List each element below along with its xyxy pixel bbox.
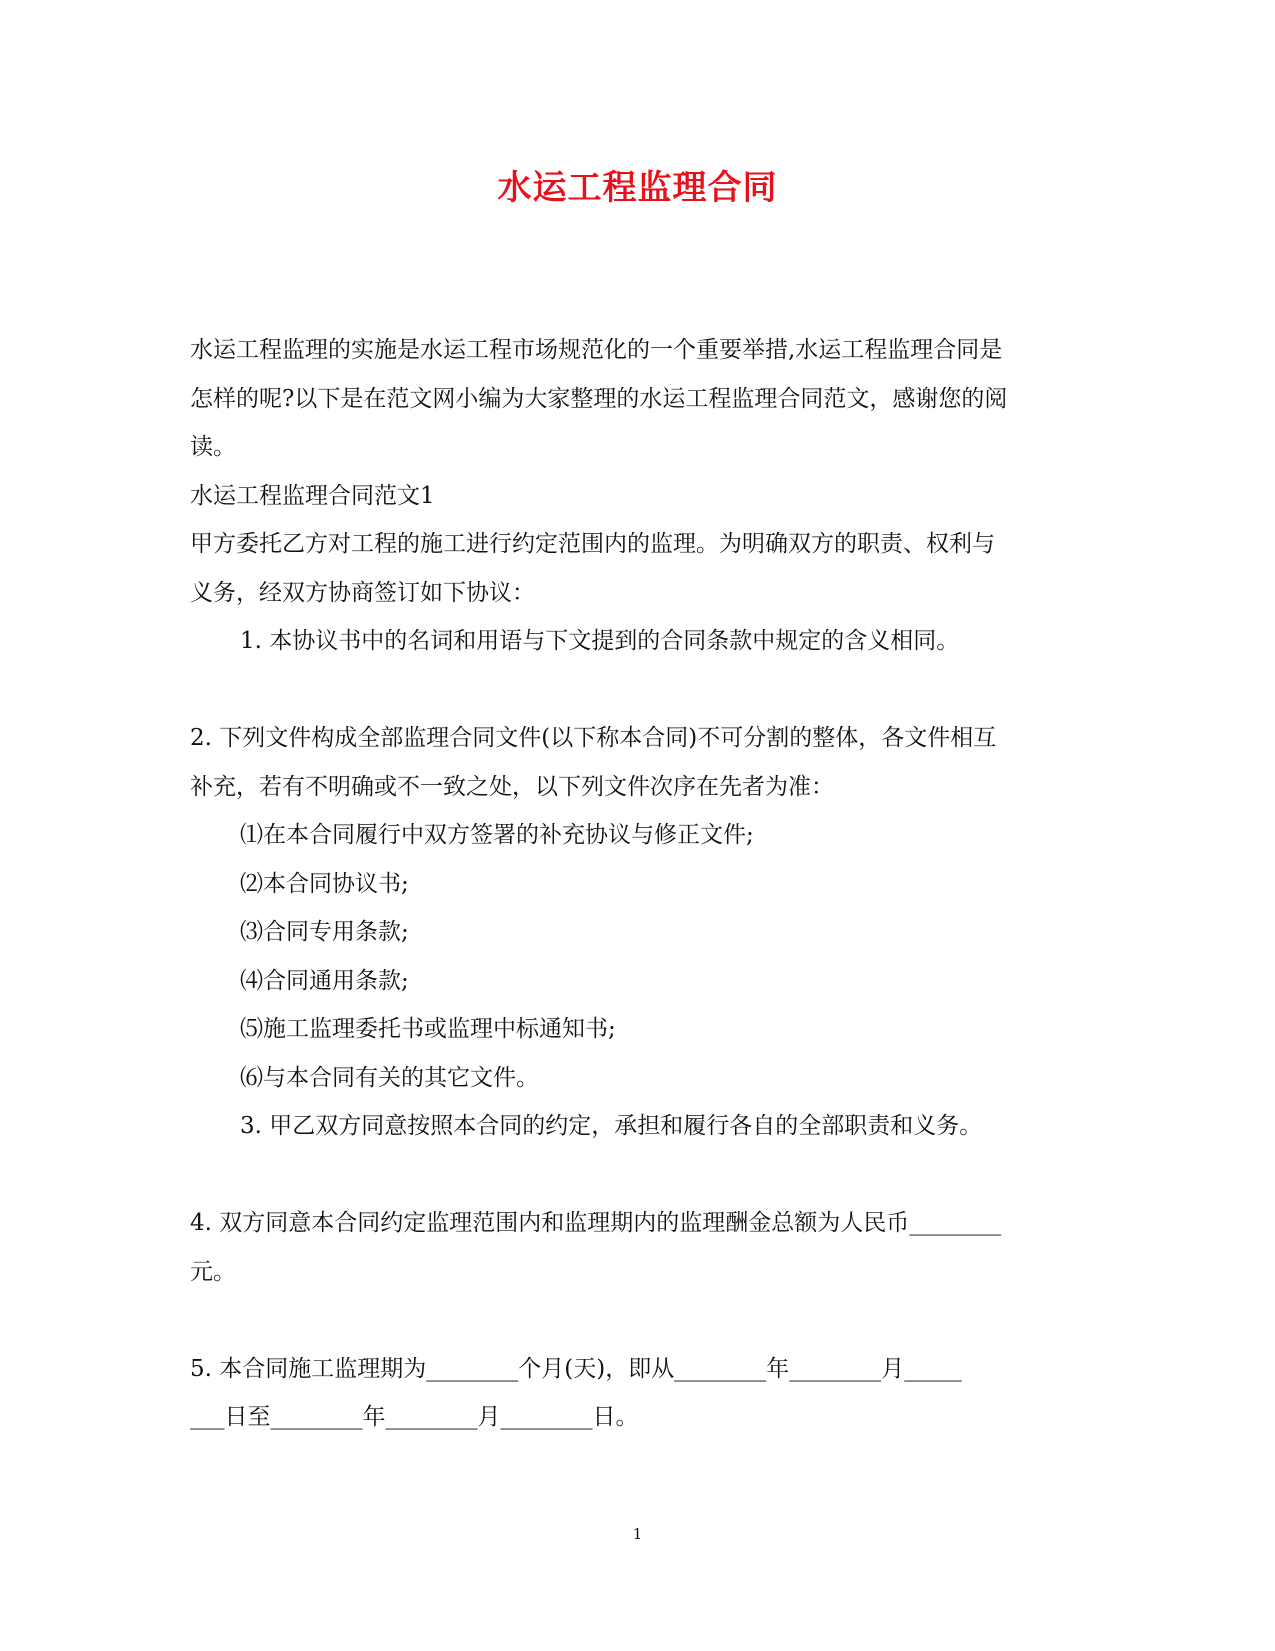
list-item: ⑷合同通用条款; [240, 967, 409, 994]
paragraph-line: 水运工程监理的实施是水运工程市场规范化的一个重要举措,水运工程监理合同是 [190, 337, 1003, 363]
document-title: 水运工程监理合同 [497, 168, 778, 208]
list-item: ⑹与本合同有关的其它文件。 [240, 1064, 539, 1091]
list-item: ⑸施工监理委托书或监理中标通知书; [240, 1016, 616, 1042]
clause-2: 2. 下列文件构成全部监理合同文件(以下称本合同)不可分割的整体，各文件相互 [190, 725, 997, 751]
document-body [190, 326, 1080, 1442]
page-number: 1 [632, 1525, 643, 1543]
list-item: ⑵本合同协议书; [240, 870, 409, 897]
paragraph-line: ___日至________年________月________日。 [190, 1404, 639, 1430]
clause-1: 1. 本协议书中的名词和用语与下文提到的合同条款中规定的含义相同。 [240, 628, 960, 654]
paragraph-line: 元。 [190, 1258, 236, 1285]
paragraph-line: 甲方委托乙方对工程的施工进行约定范围内的监理。为明确双方的职责、权利与 [190, 531, 995, 557]
clause-5: 5. 本合同施工监理期为________个月(天)，即从________年________月_____ [190, 1355, 962, 1382]
clause-4: 4. 双方同意本合同约定监理范围内和监理期内的监理酬金总额为人民币________ [190, 1210, 1002, 1236]
clause-3: 3. 甲乙双方同意按照本合同的约定，承担和履行各自的全部职责和义务。 [240, 1113, 983, 1139]
paragraph-line: 义务，经双方协商签订如下协议： [190, 579, 535, 606]
paragraph-line: 读。 [190, 434, 236, 460]
list-item: ⑴在本合同履行中双方签署的补充协议与修正文件; [240, 822, 754, 848]
paragraph-line: 补充，若有不明确或不一致之处，以下列文件次序在先者为准： [190, 773, 834, 800]
paragraph-line: 怎样的呢?以下是在范文网小编为大家整理的水运工程监理合同范文，感谢您的阅 [190, 385, 1008, 412]
section-heading: 水运工程监理合同范文1 [190, 482, 435, 509]
paragraph-gap [190, 666, 1080, 715]
paragraph-gap [190, 1151, 1080, 1200]
paragraph-gap [190, 1296, 1080, 1345]
list-item: ⑶合同专用条款; [240, 919, 409, 945]
